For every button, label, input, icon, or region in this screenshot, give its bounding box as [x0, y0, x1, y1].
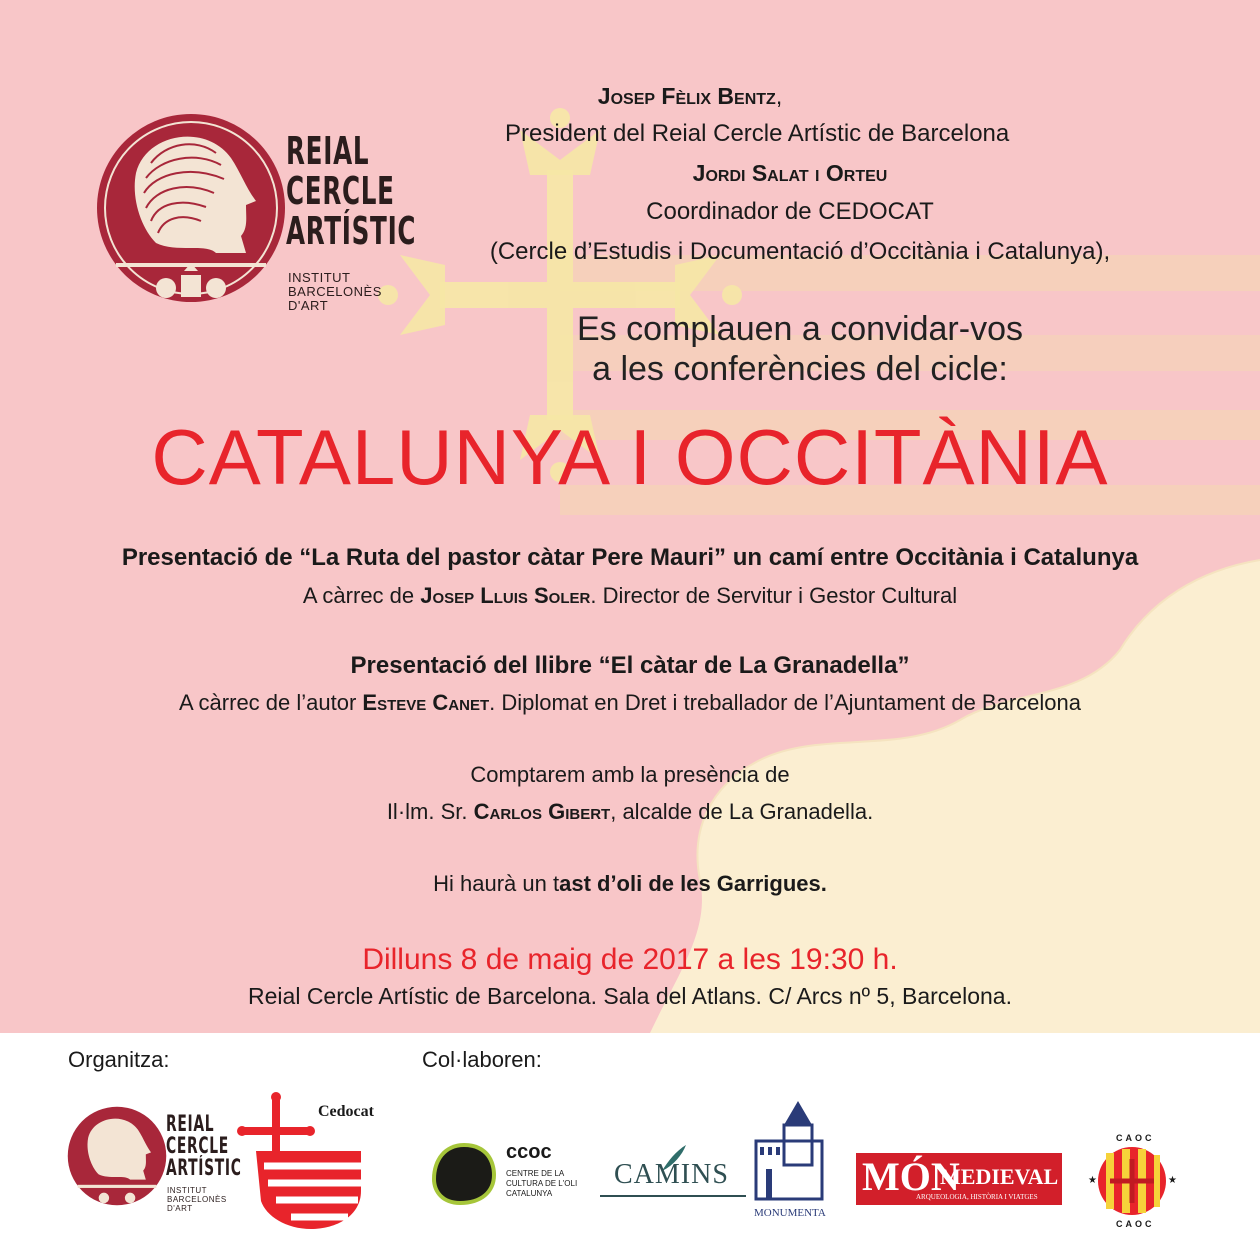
- cycle-title: CATALUNYA I OCCITÀNIA: [151, 413, 1109, 501]
- logo-word-artistic: ARTÍSTIC: [286, 209, 417, 253]
- host1-line: [400, 83, 980, 110]
- logo-word-reial: REIAL: [286, 129, 370, 173]
- logo-sub-institut: INSTITUT: [288, 270, 351, 285]
- talk1-by-suffix: . Director de Servitur i Gestor Cultural: [590, 583, 958, 608]
- ccoc-logo: [430, 1141, 580, 1221]
- host2-org: (Cercle d’Estudis i Documentació d’Occitània i Catalunya),: [489, 238, 1111, 265]
- logo-sub-dart: D'ART: [288, 298, 329, 313]
- small-logo-artistic: ARTÍSTIC: [166, 1156, 242, 1181]
- camins-word: CAMINS: [614, 1159, 729, 1190]
- ccoc-line-2: CULTURA DE L'OLI: [506, 1179, 578, 1188]
- caoc-word-bottom: CAOC: [1116, 1219, 1155, 1229]
- talk1-by-prefix: A càrrec de: [302, 583, 421, 608]
- host1-name: Josep Fèlix Bentz: [597, 83, 776, 109]
- presence-name: Carlos Gibert: [473, 799, 611, 824]
- svg-text:★: ★: [1168, 1175, 1177, 1186]
- camins-underline: [600, 1195, 746, 1197]
- ccoc-title: ccoc: [506, 1141, 552, 1163]
- invite-line-2: a les conferències del cicle:: [592, 350, 1008, 388]
- host2-role: Coordinador de CEDOCAT: [646, 198, 934, 225]
- goddess-medallion-small-icon: [62, 1101, 172, 1211]
- talk2-title: Presentació del llibre “El càtar de La Granadella”: [350, 652, 910, 679]
- organiza-label: Organitza:: [68, 1047, 170, 1072]
- caoc-logo: [1084, 1133, 1180, 1229]
- ccoc-line-1: CENTRE DE LA: [506, 1169, 565, 1178]
- logo-sub-barcelones: BARCELONÈS: [288, 284, 382, 299]
- event-date: Dilluns 8 de maig de 2017 a les 19:30 h.: [362, 943, 898, 976]
- ccoc-line-3: CATALUNYA: [506, 1189, 553, 1198]
- tasting-bold: ast d’oli de les Garrigues.: [559, 871, 827, 896]
- logo-word-cercle: CERCLE: [286, 169, 395, 213]
- caoc-emblem-icon: [1084, 1133, 1180, 1229]
- talk2-by-prefix: A càrrec de l’autor: [178, 690, 363, 715]
- host2-name-wrap: [480, 160, 1100, 187]
- presence-prefix: Il·lm. Sr.: [386, 799, 474, 824]
- talk1-speaker-name: Josep Lluis Soler: [420, 583, 591, 608]
- host1-comma: ,: [775, 83, 783, 109]
- talk2-speaker-name: Esteve Canet: [362, 690, 490, 715]
- presence-suffix: , alcalde de La Granadella.: [610, 799, 874, 824]
- invite-line-1: Es complauen a convidar-vos: [576, 310, 1023, 348]
- tasting-prefix: Hi haurà un t: [433, 871, 560, 896]
- talk1-title: Presentació de “La Ruta del pastor càtar Pere Mauri” un camí entre Occitània i Catalunya: [121, 544, 1139, 571]
- cedocat-logo: [236, 1091, 386, 1241]
- olive-drop-icon: [430, 1141, 498, 1207]
- svg-text:★: ★: [1088, 1175, 1097, 1186]
- small-logo-institut: INSTITUT: [167, 1186, 207, 1195]
- collab-label: Col·laboren:: [422, 1047, 542, 1072]
- reial-cercle-logo: [96, 103, 417, 333]
- talk1-speaker: [0, 583, 1260, 609]
- caoc-word-top: CAOC: [1116, 1133, 1155, 1143]
- mon-medieval-logo: [856, 1153, 1062, 1205]
- camins-logo: [598, 1155, 748, 1225]
- cedocat-word: Cedocat: [318, 1103, 374, 1120]
- small-logo-cercle: CERCLE: [166, 1134, 229, 1159]
- small-logo-dart: D'ART: [167, 1204, 193, 1213]
- mon-medieval-sub: ARQUEOLOGIA, HISTÒRIA I VIATGES: [916, 1193, 1038, 1201]
- presence-line-1: Comptarem amb la presència de: [470, 762, 790, 787]
- host2-name: Jordi Salat i Orteu: [692, 160, 888, 186]
- talk2-by-suffix: . Diplomat en Dret i treballador de l’Ajuntament de Barcelona: [489, 690, 1081, 715]
- organizer-rca-logo: [62, 1093, 242, 1233]
- monumenta-word: MONUMENTA: [754, 1207, 826, 1219]
- monumenta-logo: [752, 1099, 832, 1239]
- footer-logos: [0, 1033, 1260, 1260]
- event-venue: Reial Cercle Artístic de Barcelona. Sala del Atlans. C/ Arcs nº 5, Barcelona.: [248, 983, 1012, 1009]
- talk2-speaker: [0, 690, 1260, 716]
- host1-role: President del Reial Cercle Artístic de Barcelona: [505, 120, 1010, 147]
- tasting-line: [0, 871, 1260, 897]
- goddess-medallion-icon: [96, 103, 286, 313]
- presence-line-2: [0, 799, 1260, 825]
- small-logo-barcelones: BARCELONÈS: [167, 1195, 227, 1204]
- medieval-word: MEDIEVAL: [940, 1164, 1059, 1189]
- mon-word: MÓN: [862, 1154, 960, 1199]
- small-logo-reial: REIAL: [166, 1112, 215, 1137]
- church-tower-icon: [752, 1099, 824, 1203]
